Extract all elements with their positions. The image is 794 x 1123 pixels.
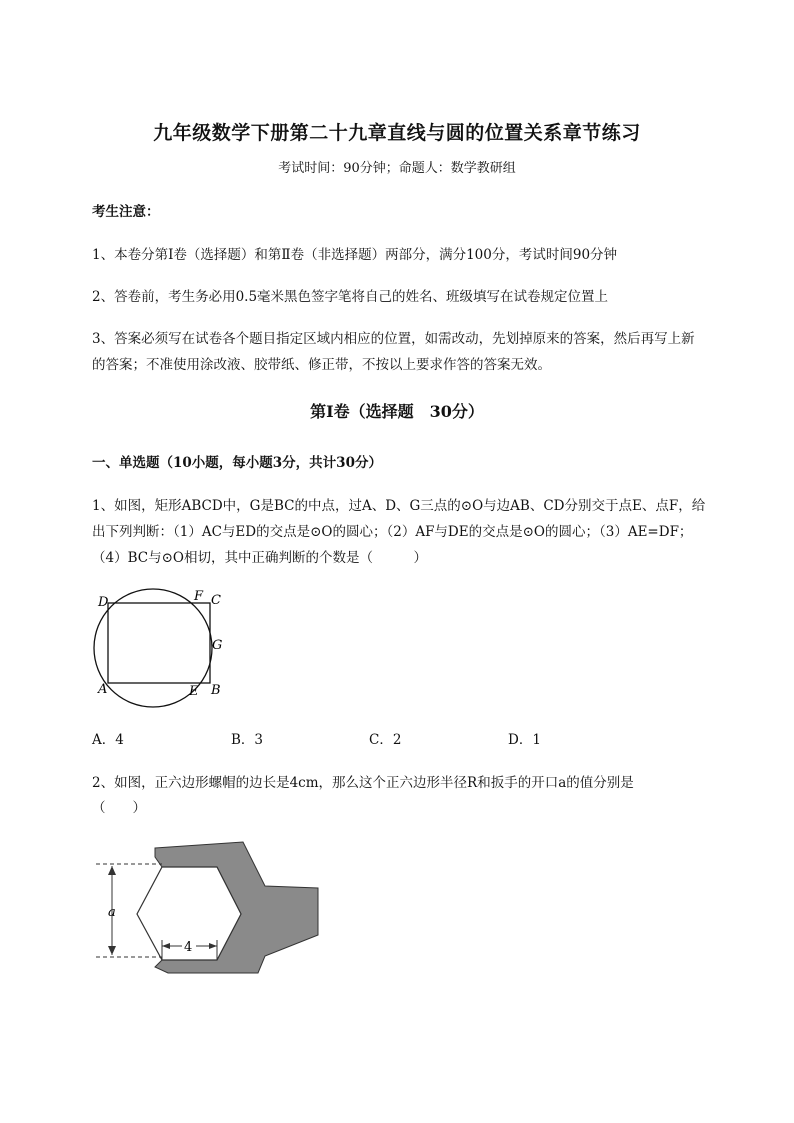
option-a: A．4 bbox=[92, 732, 124, 748]
notice-item-2: 2、答卷前，考生务必用0.5毫米黑色签字笔将自己的姓名、班级填写在试卷规定位置上 bbox=[92, 289, 609, 305]
option-d: D．1 bbox=[508, 732, 541, 748]
label-c: C bbox=[211, 593, 221, 608]
exam-info: 考试时间：90分钟；命题人：数学教研组 bbox=[278, 161, 516, 176]
page-title: 九年级数学下册第二十九章直线与圆的位置关系章节练习 bbox=[153, 122, 641, 144]
question-1-line-3: （4）BC与⊙O相切，其中正确判断的个数是（ ） bbox=[92, 550, 427, 566]
label-4: 4 bbox=[184, 940, 193, 955]
notice-item-3-cont: 的答案；不准使用涂改液、胶带纸、修正带，不按以上要求作答的答案无效。 bbox=[92, 357, 551, 373]
question-1-line-2: 出下列判断：（1）AC与ED的交点是⊙O的圆心；（2）AF与DE的交点是⊙O的圆心；（3）AE=DF； bbox=[92, 524, 693, 540]
label-b: B bbox=[211, 683, 221, 698]
label-e: E bbox=[189, 684, 199, 699]
part-heading: 一、单选题（10小题，每小题3分，共计30分） bbox=[92, 455, 382, 471]
label-a: A bbox=[98, 682, 108, 697]
label-d: D bbox=[98, 595, 109, 610]
arrow-down-icon bbox=[108, 946, 116, 955]
label-f: F bbox=[194, 589, 204, 604]
rectangle-abcd bbox=[108, 603, 210, 683]
label-g: G bbox=[212, 638, 223, 653]
question-2-line-2: （ ） bbox=[92, 800, 146, 816]
notice-item-3: 3、答案必须写在试卷各个题目指定区域内相应的位置，如需改动，先划掉原来的答案，然后再写上新 bbox=[92, 331, 695, 347]
question-1-line-1: 1、如图，矩形ABCD中，G是BC的中点，过A、D、G三点的⊙O与边AB、CD分别交于点E、点F，给 bbox=[92, 498, 706, 514]
notice-item-1: 1、本卷分第I卷（选择题）和第Ⅱ卷（非选择题）两部分，满分100分，考试时间90分钟 bbox=[92, 247, 618, 263]
notice-heading: 考生注意： bbox=[92, 204, 160, 220]
question-2-figure bbox=[90, 830, 330, 980]
label-a: a bbox=[108, 905, 116, 920]
question-2-line-1: 2、如图，正六边形螺帽的边长是4cm，那么这个正六边形半径R和扳手的开口a的值分别是 bbox=[92, 775, 634, 791]
option-c: C．2 bbox=[369, 732, 402, 748]
section-title: 第I卷（选择题 30分） bbox=[310, 402, 484, 421]
question-1-figure bbox=[80, 580, 240, 710]
arrow-up-icon bbox=[108, 866, 116, 875]
option-b: B．3 bbox=[231, 732, 264, 748]
